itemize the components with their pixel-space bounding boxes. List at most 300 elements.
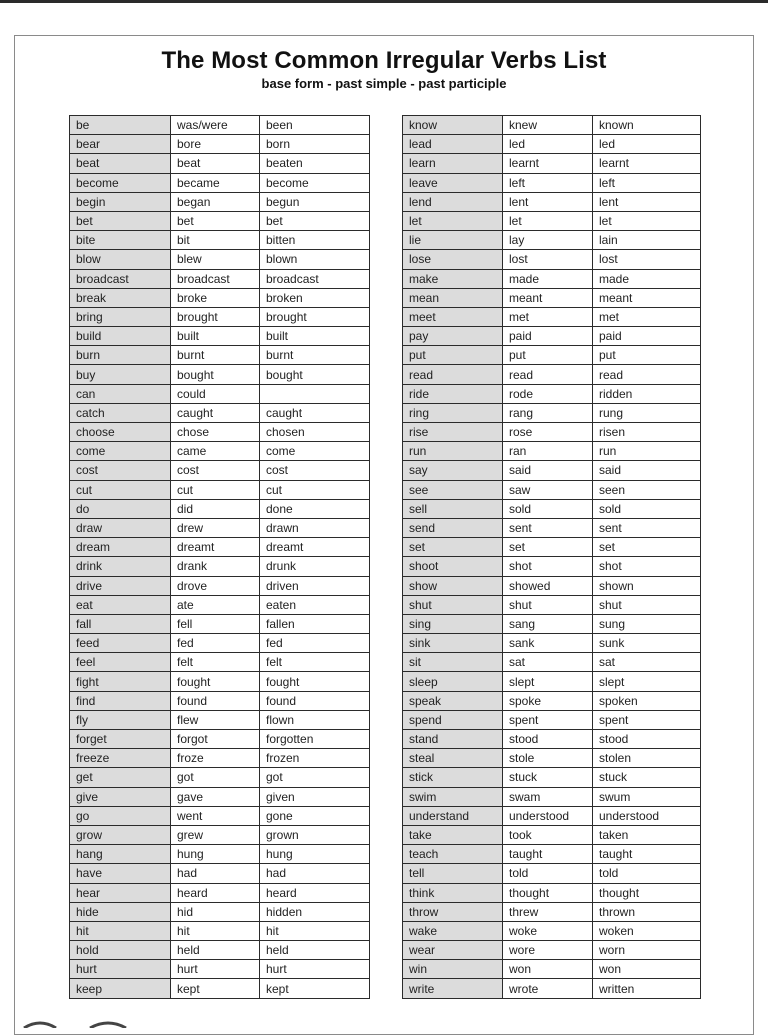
past-simple-cell: found bbox=[171, 691, 260, 710]
past-participle-cell: done bbox=[260, 499, 370, 518]
past-participle-cell: heard bbox=[260, 883, 370, 902]
past-participle-cell: shut bbox=[593, 595, 701, 614]
verb-row bbox=[70, 461, 370, 480]
base-form-cell: shoot bbox=[403, 557, 503, 576]
past-participle-cell: taught bbox=[593, 845, 701, 864]
past-participle-cell: slept bbox=[593, 672, 701, 691]
base-form-cell: grow bbox=[70, 825, 171, 844]
base-form-cell: understand bbox=[403, 806, 503, 825]
base-form-cell: go bbox=[70, 806, 171, 825]
base-form-cell: cut bbox=[70, 480, 171, 499]
verb-row bbox=[403, 480, 701, 499]
past-simple-cell: threw bbox=[503, 902, 593, 921]
past-participle-cell: rung bbox=[593, 403, 701, 422]
verb-row bbox=[403, 346, 701, 365]
verb-row bbox=[403, 825, 701, 844]
verb-row bbox=[403, 730, 701, 749]
base-form-cell: shut bbox=[403, 595, 503, 614]
past-simple-cell: slept bbox=[503, 672, 593, 691]
base-form-cell: hold bbox=[70, 941, 171, 960]
past-participle-cell: sent bbox=[593, 518, 701, 537]
past-simple-cell: learnt bbox=[503, 154, 593, 173]
past-simple-cell: came bbox=[171, 442, 260, 461]
verb-row bbox=[70, 365, 370, 384]
base-form-cell: begin bbox=[70, 192, 171, 211]
verb-row bbox=[70, 864, 370, 883]
verb-row bbox=[70, 883, 370, 902]
base-form-cell: think bbox=[403, 883, 503, 902]
past-participle-cell: begun bbox=[260, 192, 370, 211]
past-participle-cell: lost bbox=[593, 250, 701, 269]
past-simple-cell: had bbox=[171, 864, 260, 883]
verb-row bbox=[70, 845, 370, 864]
past-simple-cell: read bbox=[503, 365, 593, 384]
past-participle-cell: learnt bbox=[593, 154, 701, 173]
past-simple-cell: heard bbox=[171, 883, 260, 902]
verb-row bbox=[70, 269, 370, 288]
base-form-cell: hurt bbox=[70, 960, 171, 979]
past-simple-cell: ran bbox=[503, 442, 593, 461]
verb-row bbox=[403, 538, 701, 557]
base-form-cell: make bbox=[403, 269, 503, 288]
base-form-cell: spend bbox=[403, 710, 503, 729]
past-participle-cell: left bbox=[593, 173, 701, 192]
base-form-cell: draw bbox=[70, 518, 171, 537]
past-simple-cell: burnt bbox=[171, 346, 260, 365]
base-form-cell: lose bbox=[403, 250, 503, 269]
past-participle-cell: sung bbox=[593, 614, 701, 633]
past-participle-cell: ridden bbox=[593, 384, 701, 403]
verb-row bbox=[403, 749, 701, 768]
base-form-cell: speak bbox=[403, 691, 503, 710]
past-participle-cell: read bbox=[593, 365, 701, 384]
past-simple-cell: broadcast bbox=[171, 269, 260, 288]
base-form-cell: lend bbox=[403, 192, 503, 211]
past-simple-cell: bet bbox=[171, 211, 260, 230]
verb-row bbox=[70, 960, 370, 979]
verb-row bbox=[403, 403, 701, 422]
base-form-cell: get bbox=[70, 768, 171, 787]
past-participle-cell bbox=[260, 384, 370, 403]
past-participle-cell: found bbox=[260, 691, 370, 710]
base-form-cell: see bbox=[403, 480, 503, 499]
past-simple-cell: forgot bbox=[171, 730, 260, 749]
past-simple-cell: spoke bbox=[503, 691, 593, 710]
base-form-cell: buy bbox=[70, 365, 171, 384]
past-simple-cell: showed bbox=[503, 576, 593, 595]
past-participle-cell: written bbox=[593, 979, 701, 998]
verb-row bbox=[403, 979, 701, 998]
past-simple-cell: made bbox=[503, 269, 593, 288]
past-participle-cell: spent bbox=[593, 710, 701, 729]
past-simple-cell: put bbox=[503, 346, 593, 365]
verb-row bbox=[403, 307, 701, 326]
past-simple-cell: drank bbox=[171, 557, 260, 576]
past-simple-cell: shot bbox=[503, 557, 593, 576]
base-form-cell: lie bbox=[403, 231, 503, 250]
past-simple-cell: sank bbox=[503, 634, 593, 653]
past-participle-cell: known bbox=[593, 116, 701, 135]
past-simple-cell: bought bbox=[171, 365, 260, 384]
verb-row bbox=[403, 691, 701, 710]
base-form-cell: do bbox=[70, 499, 171, 518]
past-participle-cell: hung bbox=[260, 845, 370, 864]
verbs-table-left-body bbox=[70, 116, 370, 999]
past-simple-cell: flew bbox=[171, 710, 260, 729]
past-participle-cell: come bbox=[260, 442, 370, 461]
verb-row bbox=[403, 423, 701, 442]
past-simple-cell: led bbox=[503, 135, 593, 154]
past-simple-cell: was/were bbox=[171, 116, 260, 135]
verb-row bbox=[70, 576, 370, 595]
past-participle-cell: frozen bbox=[260, 749, 370, 768]
base-form-cell: stick bbox=[403, 768, 503, 787]
verb-row bbox=[403, 288, 701, 307]
past-participle-cell: stuck bbox=[593, 768, 701, 787]
past-simple-cell: chose bbox=[171, 423, 260, 442]
base-form-cell: feel bbox=[70, 653, 171, 672]
verb-row bbox=[70, 902, 370, 921]
verb-row bbox=[70, 653, 370, 672]
base-form-cell: come bbox=[70, 442, 171, 461]
verb-row bbox=[70, 499, 370, 518]
past-participle-cell: become bbox=[260, 173, 370, 192]
past-simple-cell: brought bbox=[171, 307, 260, 326]
verb-row bbox=[70, 979, 370, 998]
verb-row bbox=[403, 614, 701, 633]
verb-row bbox=[70, 480, 370, 499]
past-participle-cell: fallen bbox=[260, 614, 370, 633]
base-form-cell: lead bbox=[403, 135, 503, 154]
verb-row bbox=[403, 653, 701, 672]
base-form-cell: have bbox=[70, 864, 171, 883]
past-simple-cell: rose bbox=[503, 423, 593, 442]
past-simple-cell: bit bbox=[171, 231, 260, 250]
past-participle-cell: given bbox=[260, 787, 370, 806]
base-form-cell: break bbox=[70, 288, 171, 307]
past-simple-cell: kept bbox=[171, 979, 260, 998]
past-simple-cell: broke bbox=[171, 288, 260, 307]
page-title: The Most Common Irregular Verbs List bbox=[161, 47, 607, 74]
verb-row bbox=[70, 346, 370, 365]
past-simple-cell: left bbox=[503, 173, 593, 192]
verb-row bbox=[403, 787, 701, 806]
base-form-cell: teach bbox=[403, 845, 503, 864]
past-simple-cell: paid bbox=[503, 327, 593, 346]
past-simple-cell: got bbox=[171, 768, 260, 787]
past-participle-cell: born bbox=[260, 135, 370, 154]
base-form-cell: show bbox=[403, 576, 503, 595]
past-simple-cell: sold bbox=[503, 499, 593, 518]
verbs-table-right-body bbox=[403, 116, 701, 999]
past-simple-cell: wore bbox=[503, 941, 593, 960]
past-participle-cell: flown bbox=[260, 710, 370, 729]
past-simple-cell: bore bbox=[171, 135, 260, 154]
past-participle-cell: cost bbox=[260, 461, 370, 480]
past-participle-cell: forgotten bbox=[260, 730, 370, 749]
past-simple-cell: fell bbox=[171, 614, 260, 633]
base-form-cell: bring bbox=[70, 307, 171, 326]
base-form-cell: fall bbox=[70, 614, 171, 633]
base-form-cell: ring bbox=[403, 403, 503, 422]
past-simple-cell: did bbox=[171, 499, 260, 518]
verb-row bbox=[403, 902, 701, 921]
verb-row bbox=[70, 730, 370, 749]
verb-row bbox=[70, 135, 370, 154]
verb-row bbox=[70, 806, 370, 825]
verb-row bbox=[70, 518, 370, 537]
past-participle-cell: made bbox=[593, 269, 701, 288]
past-participle-cell: won bbox=[593, 960, 701, 979]
past-participle-cell: driven bbox=[260, 576, 370, 595]
base-form-cell: give bbox=[70, 787, 171, 806]
verb-row bbox=[403, 806, 701, 825]
base-form-cell: cost bbox=[70, 461, 171, 480]
past-participle-cell: been bbox=[260, 116, 370, 135]
past-simple-cell: cut bbox=[171, 480, 260, 499]
base-form-cell: become bbox=[70, 173, 171, 192]
past-simple-cell: stole bbox=[503, 749, 593, 768]
past-participle-cell: blown bbox=[260, 250, 370, 269]
past-simple-cell: shut bbox=[503, 595, 593, 614]
past-simple-cell: rode bbox=[503, 384, 593, 403]
past-simple-cell: swam bbox=[503, 787, 593, 806]
past-simple-cell: grew bbox=[171, 825, 260, 844]
past-participle-cell: burnt bbox=[260, 346, 370, 365]
verb-row bbox=[403, 883, 701, 902]
past-participle-cell: held bbox=[260, 941, 370, 960]
base-form-cell: hit bbox=[70, 921, 171, 940]
verb-row bbox=[70, 691, 370, 710]
base-form-cell: catch bbox=[70, 403, 171, 422]
verb-row bbox=[403, 595, 701, 614]
past-simple-cell: could bbox=[171, 384, 260, 403]
verb-row bbox=[70, 327, 370, 346]
past-participle-cell: run bbox=[593, 442, 701, 461]
base-form-cell: hear bbox=[70, 883, 171, 902]
base-form-cell: be bbox=[70, 116, 171, 135]
verb-row bbox=[70, 423, 370, 442]
verb-row bbox=[70, 538, 370, 557]
past-simple-cell: stood bbox=[503, 730, 593, 749]
past-participle-cell: hit bbox=[260, 921, 370, 940]
base-form-cell: stand bbox=[403, 730, 503, 749]
past-participle-cell: stood bbox=[593, 730, 701, 749]
past-participle-cell: said bbox=[593, 461, 701, 480]
base-form-cell: bet bbox=[70, 211, 171, 230]
verbs-table-right bbox=[402, 115, 701, 999]
base-form-cell: dream bbox=[70, 538, 171, 557]
verb-row bbox=[70, 384, 370, 403]
past-simple-cell: understood bbox=[503, 806, 593, 825]
past-participle-cell: risen bbox=[593, 423, 701, 442]
past-simple-cell: caught bbox=[171, 403, 260, 422]
base-form-cell: forget bbox=[70, 730, 171, 749]
past-simple-cell: blew bbox=[171, 250, 260, 269]
base-form-cell: tell bbox=[403, 864, 503, 883]
verb-row bbox=[70, 672, 370, 691]
past-simple-cell: let bbox=[503, 211, 593, 230]
verb-row bbox=[403, 384, 701, 403]
base-form-cell: sell bbox=[403, 499, 503, 518]
past-participle-cell: eaten bbox=[260, 595, 370, 614]
past-participle-cell: had bbox=[260, 864, 370, 883]
past-simple-cell: built bbox=[171, 327, 260, 346]
base-form-cell: feed bbox=[70, 634, 171, 653]
verb-row bbox=[403, 921, 701, 940]
past-participle-cell: paid bbox=[593, 327, 701, 346]
past-participle-cell: drawn bbox=[260, 518, 370, 537]
past-simple-cell: meant bbox=[503, 288, 593, 307]
base-form-cell: win bbox=[403, 960, 503, 979]
verb-row bbox=[403, 192, 701, 211]
verb-row bbox=[403, 768, 701, 787]
past-simple-cell: lay bbox=[503, 231, 593, 250]
past-participle-cell: seen bbox=[593, 480, 701, 499]
verb-row bbox=[70, 921, 370, 940]
past-participle-cell: shot bbox=[593, 557, 701, 576]
past-participle-cell: hidden bbox=[260, 902, 370, 921]
base-form-cell: hang bbox=[70, 845, 171, 864]
past-simple-cell: dreamt bbox=[171, 538, 260, 557]
past-participle-cell: built bbox=[260, 327, 370, 346]
verb-row bbox=[403, 941, 701, 960]
verb-row bbox=[70, 595, 370, 614]
past-simple-cell: woke bbox=[503, 921, 593, 940]
base-form-cell: learn bbox=[403, 154, 503, 173]
base-form-cell: eat bbox=[70, 595, 171, 614]
past-participle-cell: broken bbox=[260, 288, 370, 307]
verb-row bbox=[403, 634, 701, 653]
verb-row bbox=[70, 116, 370, 135]
past-participle-cell: beaten bbox=[260, 154, 370, 173]
past-participle-cell: fought bbox=[260, 672, 370, 691]
past-participle-cell: kept bbox=[260, 979, 370, 998]
past-participle-cell: caught bbox=[260, 403, 370, 422]
base-form-cell: swim bbox=[403, 787, 503, 806]
past-participle-cell: broadcast bbox=[260, 269, 370, 288]
base-form-cell: pay bbox=[403, 327, 503, 346]
past-participle-cell: put bbox=[593, 346, 701, 365]
base-form-cell: throw bbox=[403, 902, 503, 921]
verbs-table-left bbox=[69, 115, 370, 999]
past-participle-cell: bitten bbox=[260, 231, 370, 250]
base-form-cell: bear bbox=[70, 135, 171, 154]
past-simple-cell: won bbox=[503, 960, 593, 979]
base-form-cell: send bbox=[403, 518, 503, 537]
past-participle-cell: cut bbox=[260, 480, 370, 499]
past-simple-cell: lost bbox=[503, 250, 593, 269]
verb-row bbox=[403, 557, 701, 576]
base-form-cell: build bbox=[70, 327, 171, 346]
past-simple-cell: hung bbox=[171, 845, 260, 864]
base-form-cell: sing bbox=[403, 614, 503, 633]
verb-row bbox=[70, 557, 370, 576]
base-form-cell: freeze bbox=[70, 749, 171, 768]
past-participle-cell: stolen bbox=[593, 749, 701, 768]
past-simple-cell: froze bbox=[171, 749, 260, 768]
base-form-cell: broadcast bbox=[70, 269, 171, 288]
past-simple-cell: wrote bbox=[503, 979, 593, 998]
verb-row bbox=[403, 154, 701, 173]
base-form-cell: beat bbox=[70, 154, 171, 173]
verb-row bbox=[70, 768, 370, 787]
past-participle-cell: sold bbox=[593, 499, 701, 518]
past-simple-cell: sent bbox=[503, 518, 593, 537]
past-simple-cell: took bbox=[503, 825, 593, 844]
past-simple-cell: gave bbox=[171, 787, 260, 806]
verb-row bbox=[70, 154, 370, 173]
past-participle-cell: bet bbox=[260, 211, 370, 230]
verb-row bbox=[403, 576, 701, 595]
base-form-cell: sit bbox=[403, 653, 503, 672]
past-participle-cell: lain bbox=[593, 231, 701, 250]
past-participle-cell: spoken bbox=[593, 691, 701, 710]
base-form-cell: read bbox=[403, 365, 503, 384]
past-simple-cell: knew bbox=[503, 116, 593, 135]
past-participle-cell: led bbox=[593, 135, 701, 154]
past-participle-cell: brought bbox=[260, 307, 370, 326]
past-simple-cell: spent bbox=[503, 710, 593, 729]
verb-row bbox=[403, 518, 701, 537]
verb-row bbox=[403, 211, 701, 230]
base-form-cell: leave bbox=[403, 173, 503, 192]
past-simple-cell: sang bbox=[503, 614, 593, 633]
past-participle-cell: worn bbox=[593, 941, 701, 960]
past-participle-cell: lent bbox=[593, 192, 701, 211]
base-form-cell: drink bbox=[70, 557, 171, 576]
base-form-cell: burn bbox=[70, 346, 171, 365]
past-participle-cell: woken bbox=[593, 921, 701, 940]
base-form-cell: sleep bbox=[403, 672, 503, 691]
verb-row bbox=[70, 307, 370, 326]
past-simple-cell: thought bbox=[503, 883, 593, 902]
verb-row bbox=[403, 672, 701, 691]
verb-row bbox=[403, 173, 701, 192]
verb-row bbox=[403, 845, 701, 864]
past-simple-cell: lent bbox=[503, 192, 593, 211]
verb-row bbox=[70, 941, 370, 960]
verb-row bbox=[403, 231, 701, 250]
base-form-cell: write bbox=[403, 979, 503, 998]
past-participle-cell: fed bbox=[260, 634, 370, 653]
past-simple-cell: drove bbox=[171, 576, 260, 595]
past-simple-cell: stuck bbox=[503, 768, 593, 787]
past-participle-cell: sat bbox=[593, 653, 701, 672]
top-border-bar bbox=[0, 0, 768, 3]
past-simple-cell: began bbox=[171, 192, 260, 211]
base-form-cell: wake bbox=[403, 921, 503, 940]
verb-row bbox=[70, 288, 370, 307]
base-form-cell: put bbox=[403, 346, 503, 365]
verb-row bbox=[70, 710, 370, 729]
past-participle-cell: sunk bbox=[593, 634, 701, 653]
base-form-cell: keep bbox=[70, 979, 171, 998]
base-form-cell: take bbox=[403, 825, 503, 844]
past-simple-cell: told bbox=[503, 864, 593, 883]
base-form-cell: say bbox=[403, 461, 503, 480]
verb-row bbox=[403, 365, 701, 384]
verb-row bbox=[403, 710, 701, 729]
verb-row bbox=[403, 135, 701, 154]
past-participle-cell: let bbox=[593, 211, 701, 230]
past-participle-cell: bought bbox=[260, 365, 370, 384]
verb-row bbox=[70, 749, 370, 768]
past-simple-cell: fought bbox=[171, 672, 260, 691]
base-form-cell: sink bbox=[403, 634, 503, 653]
verb-row bbox=[70, 403, 370, 422]
base-form-cell: hide bbox=[70, 902, 171, 921]
